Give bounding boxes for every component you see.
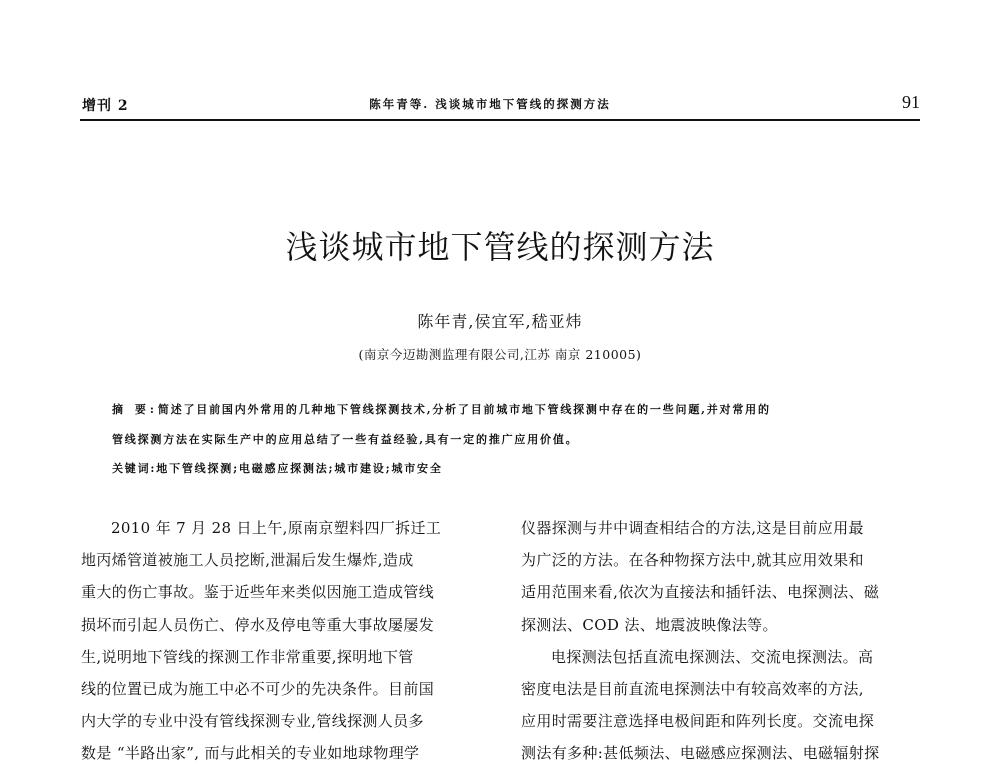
- body-line: 为广泛的方法。在各种物探方法中,就其应用效果和: [521, 551, 864, 570]
- body-line: 损坏而引起人员伤亡、停水及停电等重大事故屡屡发: [81, 615, 435, 634]
- article-affiliation: (南京今迈勘测监理有限公司,江苏 南京 210005): [358, 347, 642, 362]
- body-line: 生,说明地下管线的探测工作非常重要,探明地下管: [81, 647, 414, 666]
- body-line: 仪器探测与井中调查相结合的方法,这是目前应用最: [521, 519, 864, 537]
- abstract-text-1: 简述了目前国内外常用的几种地下管线探测技术,分析了目前城市地下管线探测中存在的一些问题,并对常用的: [157, 403, 771, 416]
- keywords-label: 关键词:: [112, 462, 157, 475]
- keywords-text: 地下管线探测;电磁感应探测法;城市建设;城市安全: [156, 462, 443, 475]
- body-line: 地丙烯管道被施工人员挖断,泄漏后发生爆炸,造成: [81, 551, 414, 570]
- article-authors: 陈年青,侯宜军,嵇亚炜: [417, 312, 583, 331]
- body-line: 重大的伤亡事故。鉴于近些年来类似因施工造成管线: [81, 583, 435, 602]
- abstract-label: 摘 要:: [112, 403, 158, 416]
- keywords-line: [112, 460, 443, 476]
- body-column-left: [81, 512, 486, 770]
- body-column-right: [521, 512, 926, 770]
- body-line: 探测法、COD 法、地震波映像法等。: [521, 615, 778, 634]
- article-title: 浅谈城市地下管线的探测方法: [285, 228, 715, 266]
- issue-label: 增刊 2: [82, 98, 129, 114]
- body-line: 内大学的专业中没有管线探测专业,管线探测人员多: [81, 712, 424, 731]
- body-line: 测法有多种:甚低频法、电磁感应探测法、电磁辐射探: [521, 744, 880, 763]
- abstract-line-1: [112, 401, 771, 417]
- body-line: 适用范围来看,依次为直接法和插钎法、电探测法、磁: [521, 583, 880, 602]
- body-line: 密度电法是目前直流电探测法中有较高效率的方法,: [521, 679, 864, 698]
- abstract-line-2: 管线探测方法在实际生产中的应用总结了一些有益经验,具有一定的推广应用价值。: [112, 433, 579, 446]
- header-rule: [80, 119, 920, 121]
- body-line: 电探测法包括直流电探测法、交流电探测法。高: [551, 647, 874, 666]
- running-title: 陈年青等. 浅谈城市地下管线的探测方法: [369, 97, 611, 111]
- body-line: 线的位置已成为施工中必不可少的先决条件。目前国: [81, 679, 435, 698]
- body-line: 数是 “半路出家”, 而与此相关的专业如地球物理学: [81, 744, 420, 763]
- page-number: 91: [902, 92, 920, 112]
- body-line: 2010 年 7 月 28 日上午,原南京塑料四厂拆迁工: [111, 519, 442, 537]
- body-line: 应用时需要注意选择电极间距和阵列长度。交流电探: [521, 712, 875, 731]
